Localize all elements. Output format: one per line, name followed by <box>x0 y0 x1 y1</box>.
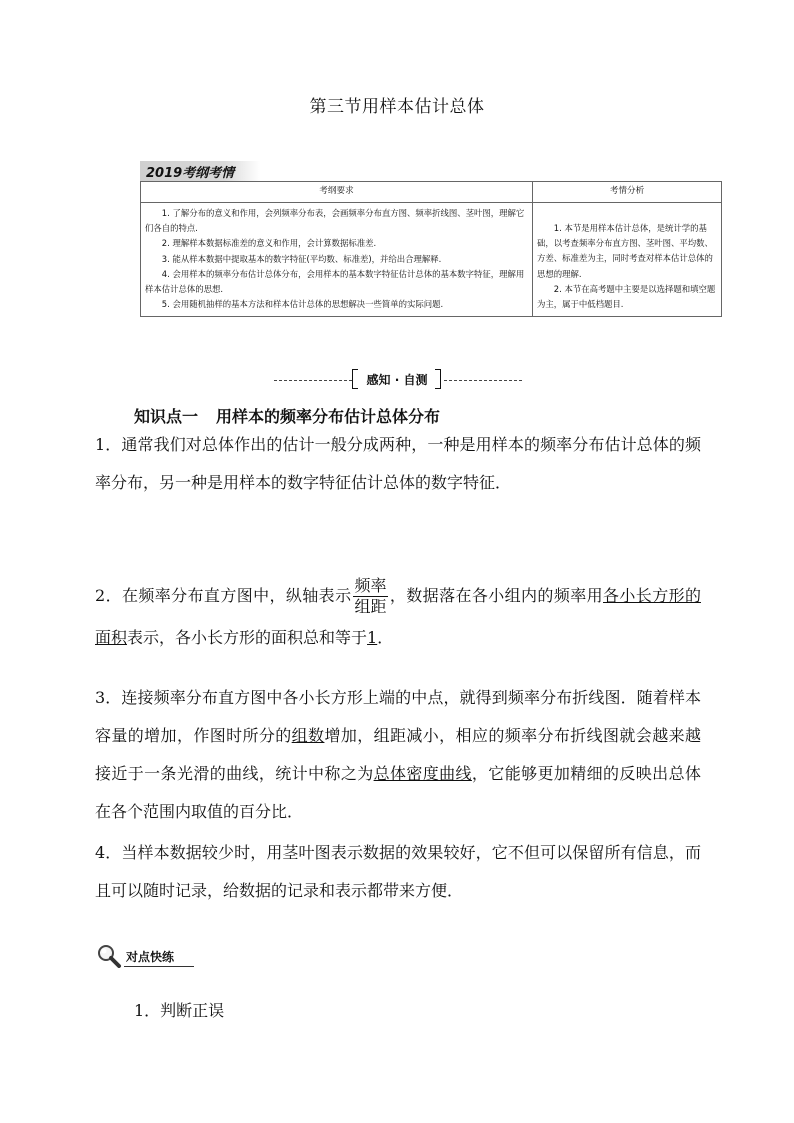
paragraph-4: 4．当样本数据较少时，用茎叶图表示数据的效果较好，它不但可以保留所有信息，而且可以随时记录，给数据的记录和表示都带来方便． <box>95 843 701 900</box>
requirement-item: 2. 理解样本数据标准差的意义和作用，会计算数据标准差. <box>161 238 377 249</box>
quick-practice-underline <box>124 966 194 967</box>
underlined-answer: 总体密度曲线 <box>373 764 472 783</box>
section-header <box>0 369 794 391</box>
syllabus-badge <box>140 161 260 181</box>
knowledge-title: 用样本的频率分布估计总体分布 <box>216 407 441 426</box>
analysis-item: 1. 本节是用样本估计总体，是统计学的基础，以考查频率分布直方图、茎叶图、平均数、方差、标准差为主，同时考查对样本估计总体的思想的理解. <box>537 223 713 279</box>
exercise-item-1: 1．判断正误 <box>134 1001 225 1020</box>
syllabus-col2-header: 考情分析 <box>533 182 722 203</box>
underlined-answer: 组数 <box>291 726 325 745</box>
dashed-line-left <box>274 380 352 381</box>
paragraph-3: 3．连接频率分布直方图中各小长方形上端的中点，就得到频率分布折线图．随着样本容量的增加，作图时所分的组数增加，组距减小，相应的频率分布折线图就会越来越接近于一条光滑的曲线，统计中称之为总体密度曲线，它能够更加精细的反映出总体在各个范围内取值的百分比． <box>95 688 701 821</box>
requirement-item: 1. 了解分布的意义和作用，会列频率分布表，会画频率分布直方图、频率折线图、茎叶图，理解它们各自的特点. <box>145 208 525 234</box>
magnifier-icon <box>96 944 122 968</box>
quick-practice-header <box>96 944 206 968</box>
analysis-cell <box>533 203 722 317</box>
paragraph-1: 1．通常我们对总体作出的估计一般分成两种，一种是用样本的频率分布估计总体的频率分布，另一种是用样本的数字特征估计总体的数字特征． <box>95 435 701 492</box>
dashed-line-right <box>444 380 522 381</box>
paragraph-2: 2．在频率分布直方图中，纵轴表示 $\frac{\text{频率}}{\text{组距}}$ ，数据落在各小组内的频率用各小长方形的面积表示，各小长方形的面积总和等于1． <box>95 576 701 647</box>
page-title: 第三节用样本估计总体 <box>309 97 485 117</box>
quick-practice-label: 对点快练 <box>126 950 175 964</box>
fraction-denominator: 组距 <box>354 597 387 616</box>
syllabus-table <box>140 181 722 317</box>
syllabus-badge-label: 2019考纲考情 <box>146 166 235 181</box>
requirement-item: 3. 能从样本数据中提取基本的数字特征(平均数、标准差)，并给出合理解释. <box>161 253 442 264</box>
analysis-item: 2. 本节在高考题中主要是以选择题和填空题为主，属于中低档题目. <box>537 283 716 310</box>
syllabus-col1-header: 考纲要求 <box>141 182 533 203</box>
section-header-label: 感知 · 自测 <box>366 373 428 387</box>
bracket-right <box>435 369 441 389</box>
requirement-item: 5. 会用随机抽样的基本方法和样本估计总体的思想解决一些简单的实际问题. <box>161 299 444 310</box>
underlined-answer: 各小长方形的面积 <box>95 586 701 647</box>
fraction-numerator: 频率 <box>354 576 387 595</box>
underlined-answer: 1 <box>367 628 378 647</box>
fraction <box>353 576 387 617</box>
knowledge-heading <box>134 404 440 427</box>
requirement-item: 4. 会用样本的频率分布估计总体分布，会用样本的基本数字特征估计总体的基本数字特征，理解用样本估计总体的思想. <box>145 268 525 295</box>
knowledge-label: 知识点一 <box>134 407 199 426</box>
requirements-cell <box>141 203 533 317</box>
